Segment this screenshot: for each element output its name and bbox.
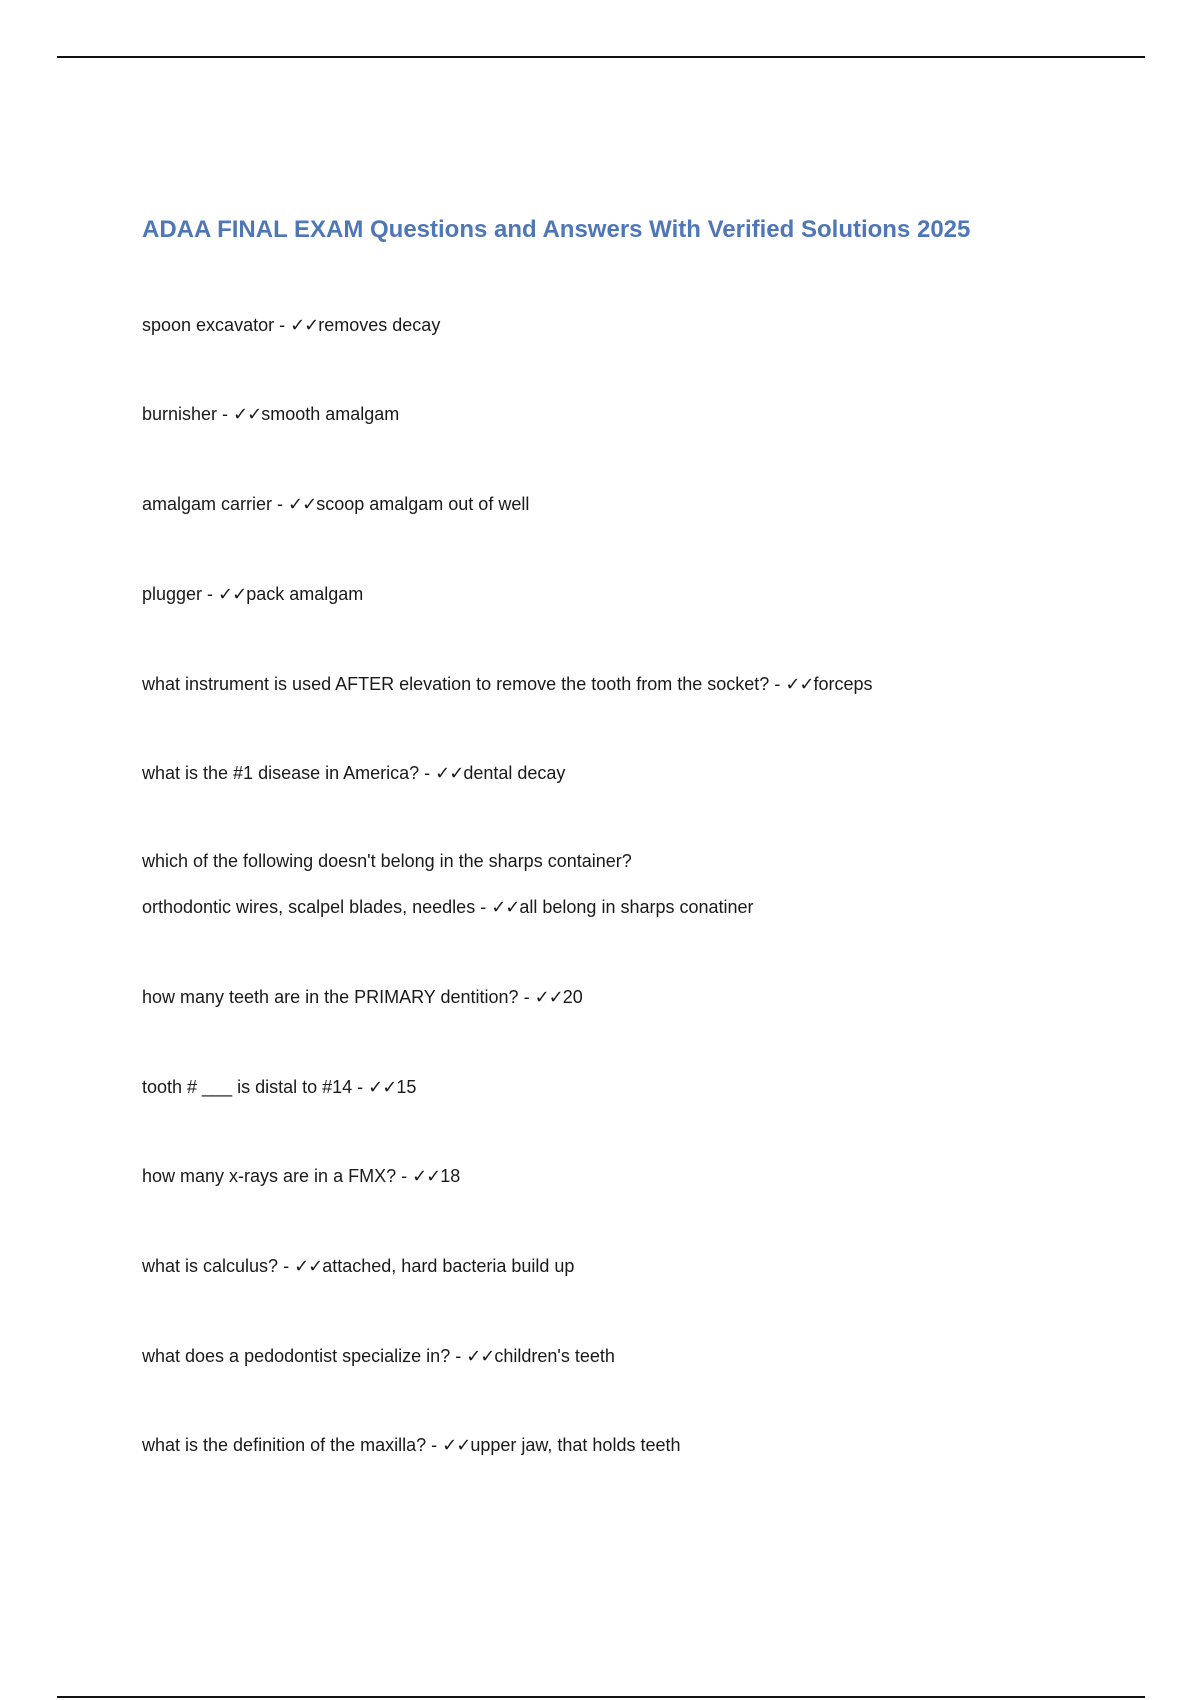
qa-item-number-one-disease [142, 761, 565, 785]
separator: - [518, 987, 535, 1007]
answer-text: pack amalgam [246, 584, 364, 604]
answer-text: 15 [396, 1077, 417, 1097]
question-text: what does a pedodontist specialize in? [142, 1346, 451, 1366]
check-icon: ✓✓ [442, 1435, 471, 1455]
qa-item-spoon-excavator [142, 313, 440, 337]
check-icon: ✓✓ [491, 897, 520, 917]
qa-item-maxilla [142, 1433, 681, 1457]
question-text: tooth # ___ is distal to #14 [142, 1077, 353, 1097]
separator: - [426, 1435, 443, 1455]
separator: - [419, 763, 436, 783]
page-title: ADAA FINAL EXAM Questions and Answers With Verified Solutions 2025 [142, 216, 971, 243]
separator: - [274, 315, 291, 335]
check-icon: ✓✓ [368, 1077, 397, 1097]
answer-text: removes decay [318, 315, 441, 335]
qa-item-tooth-distal [142, 1075, 416, 1099]
separator: - [450, 1346, 467, 1366]
qa-item-calculus [142, 1254, 574, 1278]
question-text: plugger [142, 584, 203, 604]
answer-text: forceps [813, 674, 873, 694]
separator: - [272, 494, 289, 514]
check-icon: ✓✓ [290, 315, 319, 335]
qa-item-burnisher [142, 402, 399, 426]
qa-item-sharps-container [142, 849, 754, 919]
answer-text: attached, hard bacteria build up [322, 1256, 575, 1276]
answer-text: dental decay [463, 763, 566, 783]
bottom-rule [57, 1696, 1145, 1698]
check-icon: ✓✓ [534, 987, 563, 1007]
question-text: amalgam carrier [142, 494, 273, 514]
check-icon: ✓✓ [466, 1346, 495, 1366]
separator: - [475, 897, 492, 917]
check-icon: ✓✓ [218, 584, 247, 604]
check-icon: ✓✓ [294, 1256, 323, 1276]
separator: - [396, 1166, 413, 1186]
question-text: what is the definition of the maxilla? [142, 1435, 427, 1455]
check-icon: ✓✓ [288, 494, 317, 514]
qa-item-forceps [142, 672, 873, 696]
answer-text: children's teeth [494, 1346, 615, 1366]
qa-item-plugger [142, 582, 363, 606]
question-text: orthodontic wires, scalpel blades, needles [142, 897, 476, 917]
answer-text: all belong in sharps conatiner [519, 897, 754, 917]
qa-item-primary-dentition [142, 985, 583, 1009]
top-rule [57, 56, 1145, 58]
question-text: how many teeth are in the PRIMARY dentition? [142, 987, 519, 1007]
question-line-1: which of the following doesn't belong in the sharps container? [142, 851, 632, 871]
question-text: spoon excavator [142, 315, 275, 335]
question-text: what is calculus? [142, 1256, 279, 1276]
question-text: what is the #1 disease in America? [142, 763, 420, 783]
check-icon: ✓✓ [412, 1166, 441, 1186]
check-icon: ✓✓ [785, 674, 814, 694]
question-text: what instrument is used AFTER elevation to remove the tooth from the socket? [142, 674, 770, 694]
separator: - [202, 584, 219, 604]
qa-item-pedodontist [142, 1344, 615, 1368]
check-icon: ✓✓ [233, 404, 262, 424]
separator: - [769, 674, 786, 694]
qa-item-amalgam-carrier [142, 492, 529, 516]
check-icon: ✓✓ [435, 763, 464, 783]
qa-item-fmx [142, 1164, 460, 1188]
answer-text: smooth amalgam [261, 404, 400, 424]
answer-text: 18 [440, 1166, 461, 1186]
separator: - [217, 404, 234, 424]
question-text: burnisher [142, 404, 218, 424]
answer-text: upper jaw, that holds teeth [470, 1435, 681, 1455]
question-line-2-with-answer [142, 895, 754, 919]
question-text: how many x-rays are in a FMX? [142, 1166, 397, 1186]
answer-text: scoop amalgam out of well [316, 494, 530, 514]
answer-text: 20 [562, 987, 583, 1007]
separator: - [278, 1256, 295, 1276]
separator: - [352, 1077, 369, 1097]
